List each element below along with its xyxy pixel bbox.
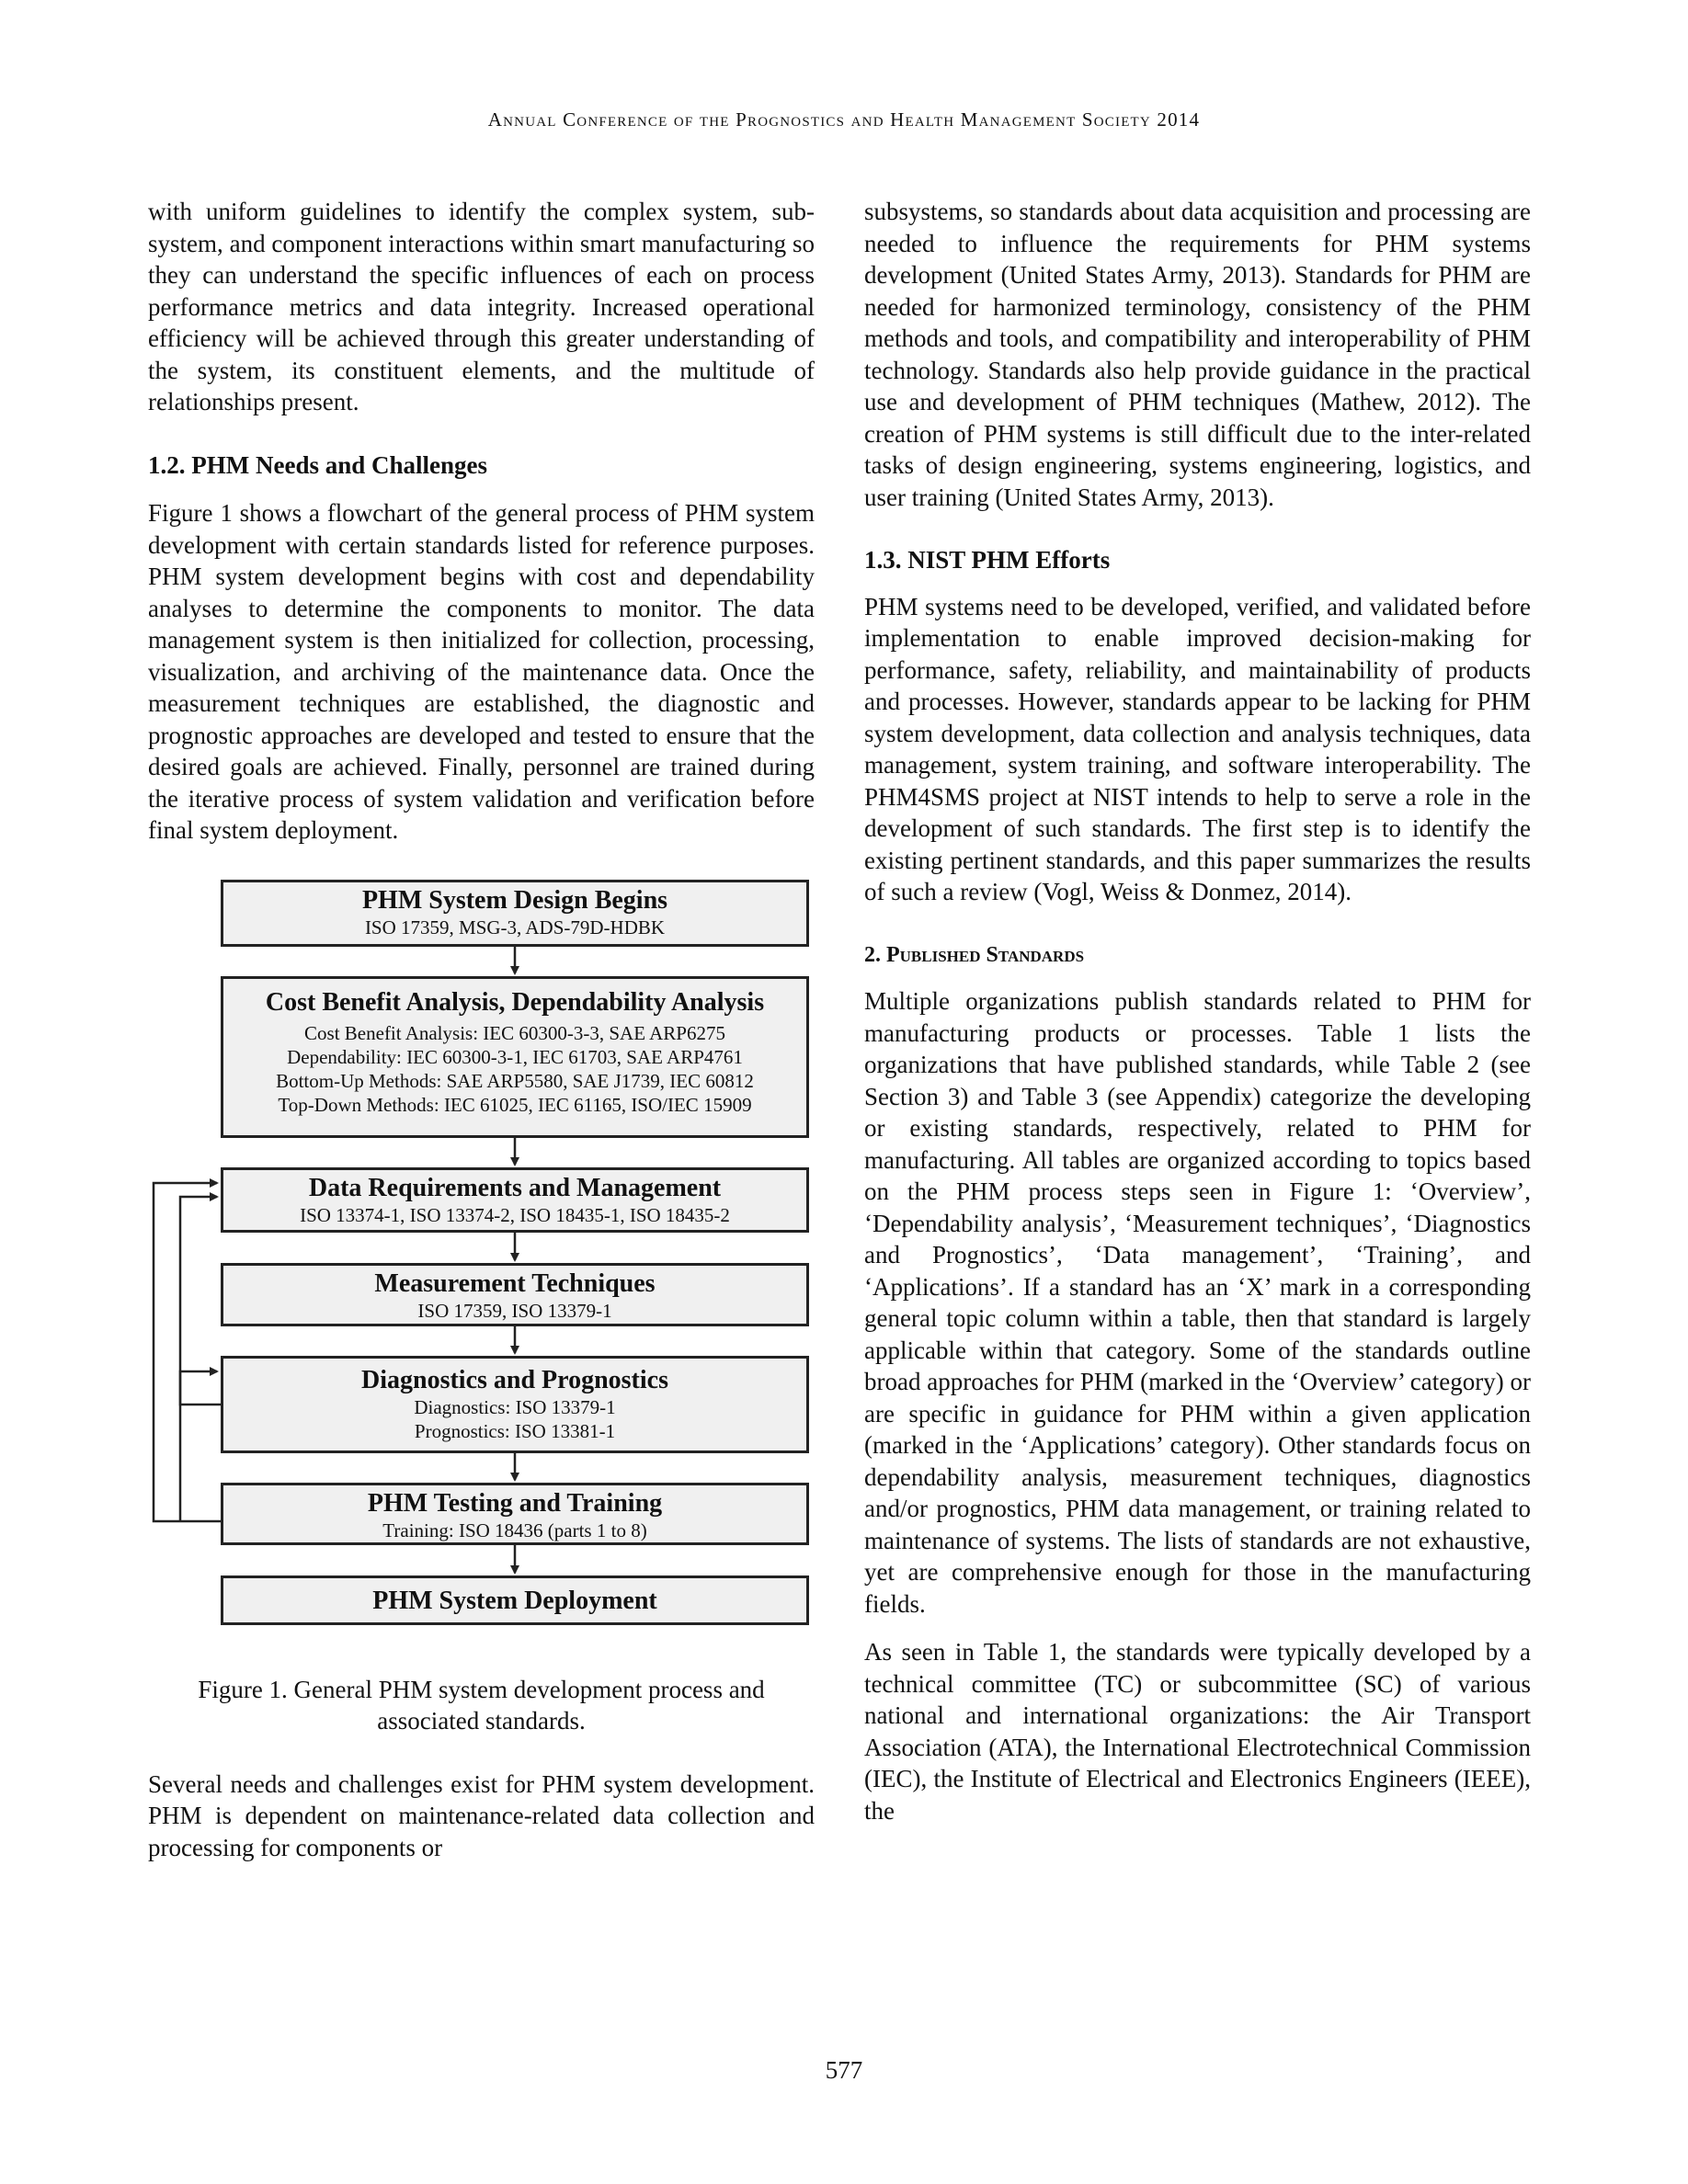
left-column [148, 196, 815, 1863]
flow-box-line: ISO 17359, ISO 13379-1 [417, 1299, 612, 1322]
flow-box-line: Dependability: IEC 60300-3-1, IEC 61703, SAE ARP4761 [287, 1045, 743, 1068]
flow-box-title: PHM System Deployment [372, 1586, 657, 1615]
flow-box-deployment [221, 1575, 809, 1625]
paragraph-table1: As seen in Table 1, the standards were typically developed by a technical committee (TC) or subcommittee (SC) of various national and international organizations: the Air Transport Association (ATA), the International Electrotechnical Commission (IEC), the Institute of Electrical and Electronics Engineers (IEEE), the [864, 1638, 1531, 1825]
page-number: 577 [825, 2056, 863, 2084]
flow-box-title: Measurement Techniques [374, 1268, 656, 1298]
flowchart-figure [148, 880, 815, 1654]
flow-box-design-begins [221, 880, 809, 947]
paragraph-needs: Several needs and challenges exist for PHM system development. PHM is dependent on maintenance-related data collection and processing for components or [148, 1769, 815, 1861]
flow-box-title: Diagnostics and Prognostics [361, 1365, 668, 1394]
right-column [864, 196, 1531, 1826]
paragraph-nist: PHM systems need to be developed, verified, and validated before implementation to enable improved decision-making for performance, safety, reliability, and maintainability of products and processes. However, standards appear to be lacking for PHM system development, data collection and analysis techniques, data management, system training, and software interoperability. The PHM4SMS project at NIST intends to help to serve a role in the development of such standards. The first step is to identify the existing pertinent standards, and this paper summarizes the results of such a review (Vogl, Weiss & Donmez, 2014). [864, 592, 1531, 905]
flow-box-line: Prognostics: ISO 13381-1 [414, 1419, 616, 1442]
flow-box-title: Cost Benefit Analysis, Dependability Analysis [265, 987, 765, 1017]
flow-box-line: Top-Down Methods: IEC 61025, IEC 61165, ISO/IEC 15909 [278, 1093, 752, 1116]
flow-box-title: PHM Testing and Training [367, 1488, 663, 1518]
flow-box-testing-training [221, 1483, 809, 1545]
section-heading-1-3: 1.3. NIST PHM Efforts [864, 546, 1111, 574]
feedback-loop-training-diagnostics [180, 1371, 217, 1521]
flow-box-line: Diagnostics: ISO 13379-1 [414, 1395, 616, 1418]
flow-box-line: ISO 13374-1, ISO 13374-2, ISO 18435-1, ISO 18435-2 [300, 1203, 730, 1226]
flow-box-title: PHM System Design Begins [361, 885, 668, 915]
flow-box-measurement [221, 1263, 809, 1326]
flow-box-data-requirements [221, 1167, 809, 1233]
section-heading-1-2: 1.2. PHM Needs and Challenges [148, 450, 488, 479]
flow-box-cost-benefit [221, 976, 809, 1138]
flow-box-line: Bottom-Up Methods: SAE ARP5580, SAE J1739, IEC 60812 [276, 1069, 754, 1092]
running-header: Annual Conference of the Prognostics and Health Management Society 2014 [487, 108, 1201, 131]
paragraph-figure-intro: Figure 1 shows a flowchart of the general process of PHM system development with certain standards listed for reference purposes. PHM system development begins with cost and dependability analyses to determine the components to monitor. The data management system is then initialized for collection, processing, visualization, and archiving of the maintenance data. Once the measurement techniques are established, the diagnostic and prognostic approaches are developed and tested to ensure that the desired goals are achieved. Finally, personnel are trained during the iterative process of system validation and verification before final system deployment. [148, 499, 815, 844]
flow-box-diagnostics [221, 1356, 809, 1453]
paragraph-intro: with uniform guidelines to identify the complex system, sub-system, and component interactions within smart manufacturing so they can understand the specific influences of each on process performance metrics and data integrity. Increased operational efficiency will be achieved through this greater understanding of the system, its constituent elements, and the multitude of relationships present. [148, 198, 815, 415]
feedback-loop-diagnostics [180, 1197, 221, 1405]
flow-box-title: Data Requirements and Management [308, 1173, 722, 1202]
figure-caption: Figure 1. General PHM system development process and associated standards. [198, 1675, 765, 1735]
paragraph-standards: Multiple organizations publish standards related to PHM for manufacturing products or processes. Table 1 lists the organizations that have published standards, while Table 2 (see Section 3) and Table 3 (see Appendix) categorize the developing or existing standards, respectively, related to PHM for manufacturing. All tables are organized according to topics based on the PHM process steps seen in Figure 1: ‘Overview’, ‘Dependability analysis’, ‘Measurement techniques’, ‘Diagnostics and Prognostics’, ‘Data management’, ‘Training’, and ‘Applications’. If a standard has an ‘X’ mark in a corresponding general topic column within a table, then that standard is largely applicable within that category. Some of the standards outline broad approaches for PHM (marked in the ‘Overview’ category) or are specific in guidance for PHM within a given application (marked in the ‘Applications’ category). Other standards focus on dependability analysis, measurement techniques, diagnostics and/or prognostics, PHM data management, or training related to maintenance of systems. The lists of standards are not exhaustive, yet are comprehensive enough for those in the manufacturing fields. [864, 987, 1531, 1618]
section-heading-2: 2. Published Standards [864, 942, 1085, 967]
feedback-loop-training [154, 1183, 221, 1521]
flow-box-line: Cost Benefit Analysis: IEC 60300-3-3, SAE ARP6275 [304, 1021, 725, 1044]
paragraph-subsystems: subsystems, so standards about data acquisition and processing are needed to influence the requirements for PHM systems development (United States Army, 2013). Standards for PHM are needed for harmonized terminology, consistency of the PHM methods and tools, and compatibility and interoperability of PHM technology. Standards also help provide guidance in the practical use and development of PHM techniques (Mathew, 2012). The creation of PHM systems is still difficult due to the inter-related tasks of design engineering, systems engineering, logistics, and user training (United States Army, 2013). [864, 198, 1531, 511]
flow-box-line: Training: ISO 18436 (parts 1 to 8) [382, 1519, 647, 1541]
flow-box-line: ISO 17359, MSG-3, ADS-79D-HDBK [364, 916, 666, 938]
